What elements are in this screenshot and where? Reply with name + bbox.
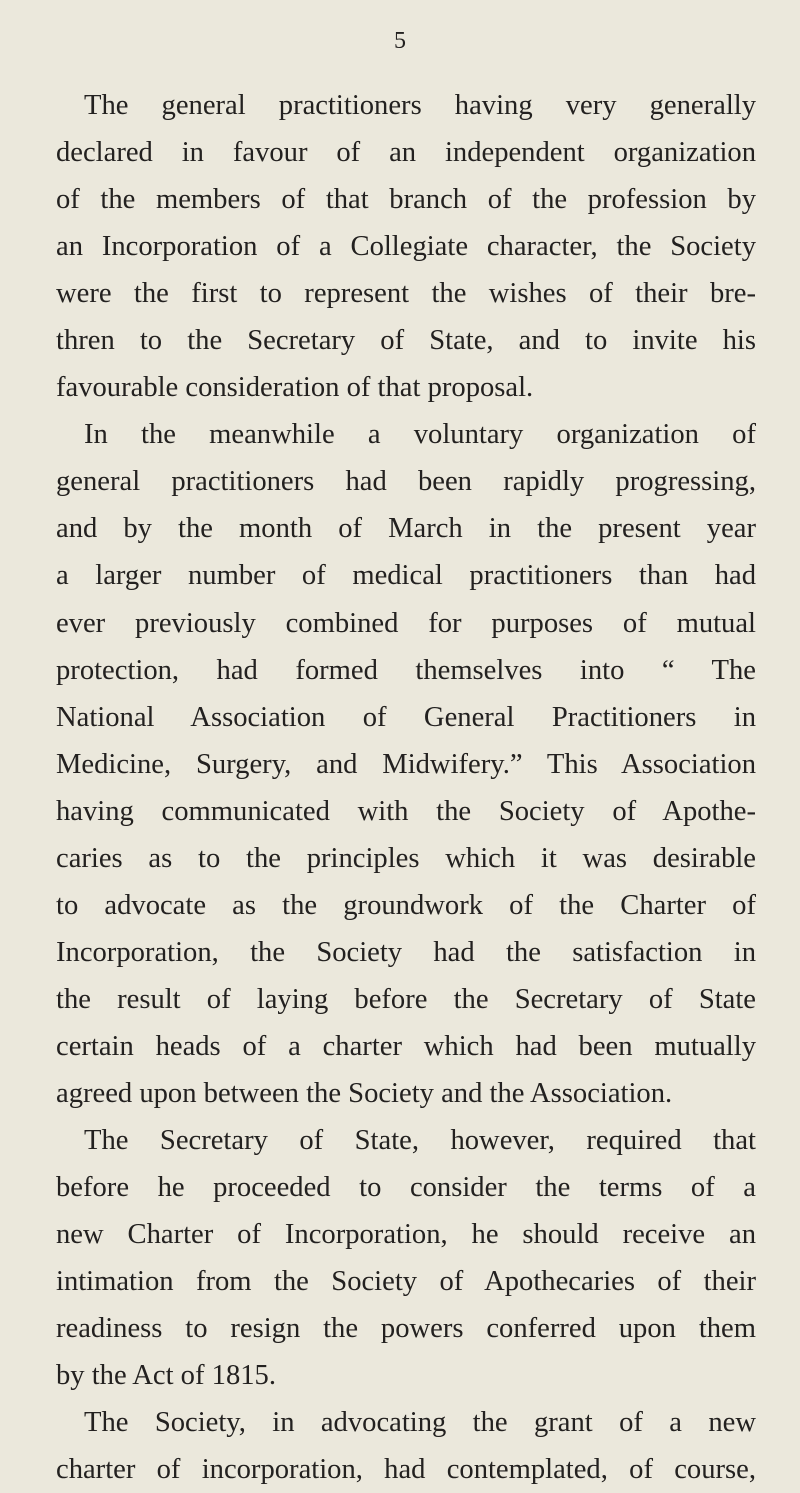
text-line: general practitioners had been rapidly progressing, (56, 466, 756, 498)
text-line: by the Act of 1815. (56, 1360, 276, 1392)
text-line: favourable consideration of that proposal. (56, 372, 534, 404)
text-line: declared in favour of an independent organization (56, 137, 756, 169)
text-line: thren to the Secretary of State, and to invite his (56, 325, 756, 357)
text-line: The Society, in advocating the grant of a new (84, 1407, 756, 1439)
text-line: were the first to represent the wishes of their bre- (56, 278, 756, 310)
text-line: and by the month of March in the present year (56, 513, 756, 545)
text-line: a larger number of medical practitioners than had (56, 560, 756, 592)
text-line: The general practitioners having very generally (84, 90, 756, 121)
text-line: intimation from the Society of Apothecaries of their (56, 1266, 756, 1298)
text-line: The Secretary of State, however, required that (84, 1125, 756, 1157)
text-line: certain heads of a charter which had been mutually (56, 1030, 756, 1062)
text-line: the result of laying before the Secretary of State (56, 983, 756, 1015)
page-number: 5 (394, 28, 406, 54)
text-line: to advocate as the groundwork of the Charter of (56, 889, 756, 921)
text-line: having communicated with the Society of Apothe- (56, 795, 756, 827)
text-line: In the meanwhile a voluntary organization of (84, 419, 756, 451)
text-line: charter of incorporation, had contemplated, of course, (56, 1454, 756, 1486)
text-line: Medicine, Surgery, and Midwifery.” This Association (56, 748, 756, 780)
text-line: new Charter of Incorporation, he should receive an (56, 1219, 756, 1251)
text-line: caries as to the principles which it was desirable (56, 842, 756, 874)
text-line: National Association of General Practitioners in (56, 701, 756, 733)
text-line: agreed upon between the Society and the Association. (56, 1077, 673, 1109)
text-line: ever previously combined for purposes of mutual (56, 607, 756, 639)
text-line: before he proceeded to consider the terms of a (56, 1172, 756, 1204)
text-line: of the members of that branch of the profession by (56, 184, 756, 216)
text-line: an Incorporation of a Collegiate character, the Society (56, 231, 756, 263)
text-line: Incorporation, the Society had the satisfaction in (56, 936, 756, 968)
text-line: protection, had formed themselves into “ The (56, 654, 756, 686)
text-line: readiness to resign the powers conferred upon them (56, 1313, 756, 1345)
body-text (56, 82, 756, 1493)
